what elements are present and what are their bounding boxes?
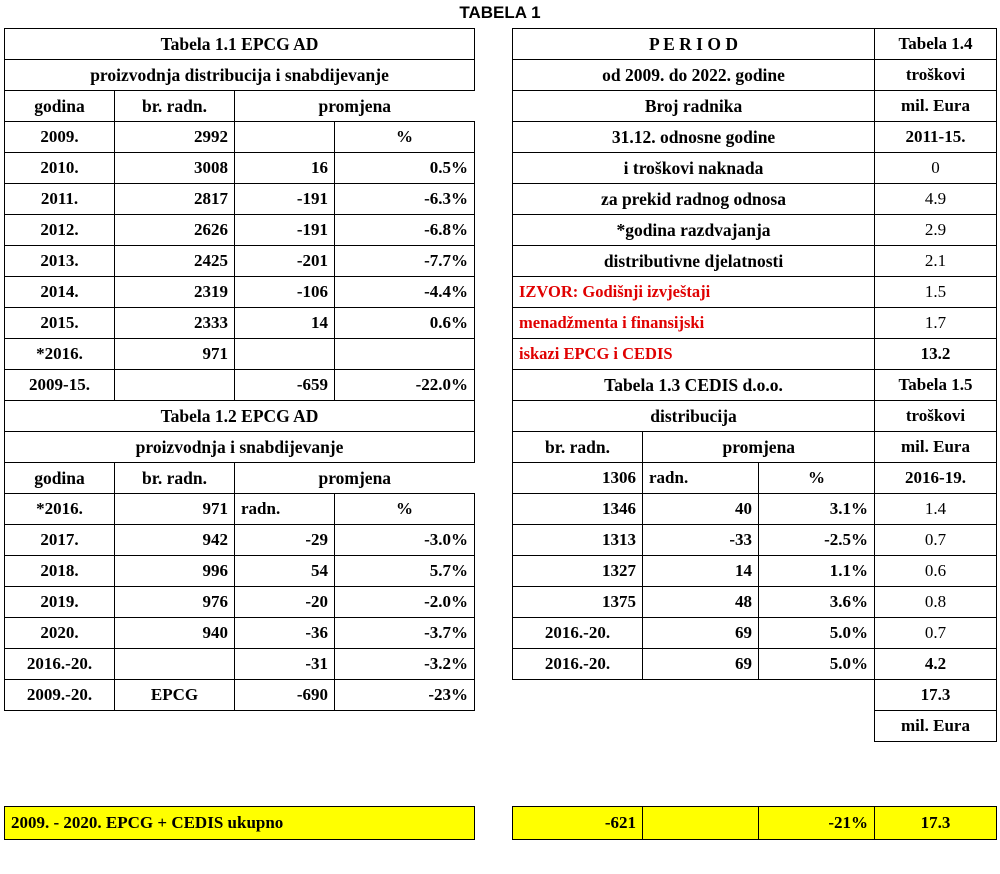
table-row xyxy=(513,277,875,308)
table-1-5-unit-line2: mil. Eura xyxy=(875,432,997,463)
table-row xyxy=(513,215,875,246)
table-row xyxy=(875,308,997,339)
table-1-2-grand-label: 2009.-20. xyxy=(5,680,115,711)
tables-grid xyxy=(4,28,996,742)
table-row xyxy=(5,401,475,432)
table-row xyxy=(875,153,997,184)
table-1-4-title: Tabela 1.4 xyxy=(875,29,997,60)
table-1-2-cell-count: 971 xyxy=(115,494,235,525)
table-row xyxy=(513,184,875,215)
period-line7: *godina razdvajanja xyxy=(513,215,875,246)
table-1-2-cell-count: 940 xyxy=(115,618,235,649)
table-1-2-header-brradn: br. radn. xyxy=(115,463,235,494)
table-1-1-cell-count: 2425 xyxy=(115,246,235,277)
table-row xyxy=(513,246,875,277)
table-row xyxy=(5,122,475,153)
table-1-3-title-line1: Tabela 1.3 CEDIS d.o.o. xyxy=(513,370,875,401)
footer-right xyxy=(874,806,996,840)
table-1-2-cell-year: 2018. xyxy=(5,556,115,587)
table-1-2-cell-year: 2020. xyxy=(5,618,115,649)
table-row xyxy=(5,525,475,556)
table-row xyxy=(875,618,997,649)
table-row xyxy=(513,153,875,184)
table-1-3-header-brradn: br. radn. xyxy=(513,432,643,463)
middle-column xyxy=(512,28,874,680)
footer-middle xyxy=(512,806,874,840)
table-1-1-cell-count: 2817 xyxy=(115,184,235,215)
table-1-5-total1: 4.2 xyxy=(875,649,997,680)
table-row xyxy=(875,91,997,122)
table-row xyxy=(875,184,997,215)
table-row xyxy=(875,29,997,60)
table-1-2-cell-percent: 5.7% xyxy=(335,556,475,587)
table-row xyxy=(875,370,997,401)
table-1-2-cell-count: 996 xyxy=(115,556,235,587)
table-row xyxy=(875,494,997,525)
table-row xyxy=(875,215,997,246)
table-1-1-cell-count: 2333 xyxy=(115,308,235,339)
table-1-2-grand-change: -690 xyxy=(235,680,335,711)
table-1-1-cell-change: -201 xyxy=(235,246,335,277)
table-1-3-cell-percent: 1.1% xyxy=(759,556,875,587)
table-1-1-cell-count: 2319 xyxy=(115,277,235,308)
table-1-2-cell-year: 2019. xyxy=(5,587,115,618)
table-row xyxy=(513,807,875,840)
table-1-3-cell-count: 1313 xyxy=(513,525,643,556)
table-1-3-cell-count: 1327 xyxy=(513,556,643,587)
table-1-4-value: 0 xyxy=(875,153,997,184)
table-1-3-grand-percent: 5.0% xyxy=(759,649,875,680)
table-1-3-cell-change: 48 xyxy=(643,587,759,618)
table-1-1-cell-count: 2992 xyxy=(115,122,235,153)
table-row xyxy=(5,215,475,246)
table-1-1-cell-year: 2012. xyxy=(5,215,115,246)
table-1-2-cell-change: 54 xyxy=(235,556,335,587)
table-1-2-cell-count: 942 xyxy=(115,525,235,556)
table-1-2-cell-change: -29 xyxy=(235,525,335,556)
table-1-1-cell-year: *2016. xyxy=(5,339,115,370)
table-row xyxy=(5,618,475,649)
table-row xyxy=(5,153,475,184)
table-1-3-cell-count: 1346 xyxy=(513,494,643,525)
table-row xyxy=(875,807,997,840)
table-1-1-cell-percent: -4.4% xyxy=(335,277,475,308)
table-row xyxy=(5,91,475,122)
table-row xyxy=(875,246,997,277)
table-1-5-range: 2016-19. xyxy=(875,463,997,494)
document-title: TABELA 1 xyxy=(459,3,541,22)
table-1-1-cell-count: 3008 xyxy=(115,153,235,184)
source-line3: iskazi EPCG i CEDIS xyxy=(513,339,875,370)
table-1-1 xyxy=(4,28,475,711)
table-1-1-cell-change xyxy=(235,339,335,370)
table-1-1-header-godina: godina xyxy=(5,91,115,122)
table-1-1-total-label: 2009-15. xyxy=(5,370,115,401)
table-1-5-value: 0.6 xyxy=(875,556,997,587)
table-1-3-cell-change: 40 xyxy=(643,494,759,525)
table-row-total xyxy=(513,649,875,680)
table-1-4-total: 13.2 xyxy=(875,339,997,370)
table-1-2-total-change: -31 xyxy=(235,649,335,680)
period-line6: za prekid radnog odnosa xyxy=(513,184,875,215)
table-1-1-cell-year: 2010. xyxy=(5,153,115,184)
table-1-2-cell-count: 976 xyxy=(115,587,235,618)
table-row xyxy=(513,401,875,432)
table-row xyxy=(5,60,475,91)
table-row xyxy=(5,587,475,618)
table-row-total xyxy=(875,680,997,711)
footer-cost: 17.3 xyxy=(875,807,997,840)
table-row xyxy=(5,432,475,463)
table-row xyxy=(513,91,875,122)
table-1-3-total-change: 69 xyxy=(643,618,759,649)
period-line5: i troškovi naknada xyxy=(513,153,875,184)
table-1-1-header-brradn: br. radn. xyxy=(115,91,235,122)
table-row-total xyxy=(5,649,475,680)
table-1-1-cell-change: -191 xyxy=(235,215,335,246)
table-1-2-grand-company: EPCG xyxy=(115,680,235,711)
table-1-1-cell-percent xyxy=(335,339,475,370)
table-row xyxy=(513,122,875,153)
table-1-3-header-promjena: promjena xyxy=(643,432,875,463)
table-1-3-cell-count: 1306 xyxy=(513,463,643,494)
period-line8: distributivne djelatnosti xyxy=(513,246,875,277)
table-1-1-cell-year: 2015. xyxy=(5,308,115,339)
table-1-5-total2: 17.3 xyxy=(875,680,997,711)
footer-blank xyxy=(643,807,759,840)
table-1-1-cell-change xyxy=(235,122,335,153)
table-1-1-cell-percent: -6.3% xyxy=(335,184,475,215)
table-1-4-value: 1.5 xyxy=(875,277,997,308)
table-1-4-unit-line2: mil. Eura xyxy=(875,91,997,122)
table-1-1-header-promjena: promjena xyxy=(235,91,475,122)
table-1-1-cell-change: 14 xyxy=(235,308,335,339)
table-row-total xyxy=(513,618,875,649)
table-row xyxy=(875,463,997,494)
table-1-2-total-label: 2016.-20. xyxy=(5,649,115,680)
table-row xyxy=(513,432,875,463)
table-1-2-cell-percent: -2.0% xyxy=(335,587,475,618)
footer-label-table xyxy=(4,806,475,840)
table-1-1-cell-percent: 0.6% xyxy=(335,308,475,339)
table-1-3-grand-change: 69 xyxy=(643,649,759,680)
table-row xyxy=(5,463,475,494)
source-line1: IZVOR: Godišnji izvještaji xyxy=(513,277,875,308)
table-1-1-cell-count: 2626 xyxy=(115,215,235,246)
table-1-3-cell-change: 14 xyxy=(643,556,759,587)
table-1-2-cell-percent: -3.0% xyxy=(335,525,475,556)
table-1-2-total-percent: -3.2% xyxy=(335,649,475,680)
table-1-5-value: 0.8 xyxy=(875,587,997,618)
table-1-5-unit-line1: troškovi xyxy=(875,401,997,432)
table-1-3-cell-change: -33 xyxy=(643,525,759,556)
table-row xyxy=(5,339,475,370)
table-1-1-cell-year: 2009. xyxy=(5,122,115,153)
table-1-2-title-line1: Tabela 1.2 EPCG AD xyxy=(5,401,475,432)
table-row xyxy=(5,494,475,525)
right-column xyxy=(874,28,996,742)
table-1-2-cell-change: -36 xyxy=(235,618,335,649)
table-1-1-cell-percent: -7.7% xyxy=(335,246,475,277)
table-1-5-title: Tabela 1.5 xyxy=(875,370,997,401)
table-1-2-grand-percent: -23% xyxy=(335,680,475,711)
table-1-3-cell-percent: 3.6% xyxy=(759,587,875,618)
table-1-4-unit-line1: troškovi xyxy=(875,60,997,91)
footer-cost-table xyxy=(874,806,997,840)
table-1-4-value: 4.9 xyxy=(875,184,997,215)
left-column xyxy=(4,28,474,711)
table-1-4-value: 2.1 xyxy=(875,246,997,277)
table-row xyxy=(5,807,475,840)
table-1-2-header-godina: godina xyxy=(5,463,115,494)
table-1-2-cell-year: 2017. xyxy=(5,525,115,556)
table-1-2-cell-percent: % xyxy=(335,494,475,525)
period-line1: P E R I O D xyxy=(513,29,875,60)
table-1-1-cell-percent: % xyxy=(335,122,475,153)
footer-label: 2009. - 2020. EPCG + CEDIS ukupno xyxy=(5,807,475,840)
table-row xyxy=(875,587,997,618)
table-1-1-title-line2: proizvodnja distribucija i snabdijevanje xyxy=(5,60,475,91)
table-row xyxy=(513,587,875,618)
table-1-5-unit-footer: mil. Eura xyxy=(875,711,997,742)
table-1-1-total-percent: -22.0% xyxy=(335,370,475,401)
table-row xyxy=(875,277,997,308)
table-1-3-cell-count: 1375 xyxy=(513,587,643,618)
table-1-1-cell-change: -191 xyxy=(235,184,335,215)
table-1-5-value: 0.7 xyxy=(875,618,997,649)
table-1-5-value: 0.7 xyxy=(875,525,997,556)
table-row xyxy=(513,370,875,401)
table-row xyxy=(5,277,475,308)
source-line2: menadžmenta i finansijski xyxy=(513,308,875,339)
footer-change: -621 xyxy=(513,807,643,840)
footer-summary xyxy=(4,806,996,840)
table-1-4-value: 1.7 xyxy=(875,308,997,339)
table-row xyxy=(5,308,475,339)
table-1-3-title-line2: distribucija xyxy=(513,401,875,432)
table-1-3-cell-percent: -2.5% xyxy=(759,525,875,556)
table-1-4-and-1-5 xyxy=(874,28,997,742)
table-1-1-title-line1: Tabela 1.1 EPCG AD xyxy=(5,29,475,60)
table-1-2-cell-change-unit: radn. xyxy=(235,494,335,525)
table-1-1-cell-change: -106 xyxy=(235,277,335,308)
table-1-3-cell-change-unit: radn. xyxy=(643,463,759,494)
table-row xyxy=(513,308,875,339)
table-1-3-cell-percent: % xyxy=(759,463,875,494)
table-1-2-title-line2: proizvodnja i snabdijevanje xyxy=(5,432,475,463)
table-1-3-cell-percent: 3.1% xyxy=(759,494,875,525)
table-1-3-grand-label: 2016.-20. xyxy=(513,649,643,680)
table-row xyxy=(875,401,997,432)
table-row xyxy=(513,60,875,91)
period-line2: od 2009. do 2022. godine xyxy=(513,60,875,91)
table-row xyxy=(513,525,875,556)
table-1-1-cell-count: 971 xyxy=(115,339,235,370)
table-1-3-total-label: 2016.-20. xyxy=(513,618,643,649)
footer-percent: -21% xyxy=(759,807,875,840)
table-row xyxy=(513,29,875,60)
table-row xyxy=(875,525,997,556)
table-row xyxy=(513,494,875,525)
table-period-and-1-3 xyxy=(512,28,875,680)
table-row xyxy=(875,60,997,91)
table-1-2-cell-percent: -3.7% xyxy=(335,618,475,649)
table-row xyxy=(513,463,875,494)
table-1-1-total-count xyxy=(115,370,235,401)
table-1-2-total-count xyxy=(115,649,235,680)
footer-values-table xyxy=(512,806,875,840)
period-line3: Broj radnika xyxy=(513,91,875,122)
table-1-1-cell-percent: 0.5% xyxy=(335,153,475,184)
table-row xyxy=(513,556,875,587)
footer-left xyxy=(4,806,474,840)
table-1-1-cell-year: 2013. xyxy=(5,246,115,277)
table-row xyxy=(513,339,875,370)
table-1-1-cell-year: 2014. xyxy=(5,277,115,308)
table-row-total xyxy=(875,649,997,680)
table-row xyxy=(875,556,997,587)
table-row xyxy=(5,184,475,215)
table-1-1-cell-year: 2011. xyxy=(5,184,115,215)
table-1-5-value: 1.4 xyxy=(875,494,997,525)
table-row-total xyxy=(875,339,997,370)
table-1-4-range: 2011-15. xyxy=(875,122,997,153)
table-row xyxy=(875,122,997,153)
table-1-1-cell-change: 16 xyxy=(235,153,335,184)
table-1-3-total-percent: 5.0% xyxy=(759,618,875,649)
table-1-2-header-promjena: promjena xyxy=(235,463,475,494)
table-1-2-cell-year: *2016. xyxy=(5,494,115,525)
table-row xyxy=(5,556,475,587)
table-row-total xyxy=(5,680,475,711)
table-row xyxy=(875,711,997,742)
table-1-2-cell-change: -20 xyxy=(235,587,335,618)
table-row xyxy=(5,246,475,277)
table-row xyxy=(875,432,997,463)
table-1-4-value: 2.9 xyxy=(875,215,997,246)
period-line4: 31.12. odnosne godine xyxy=(513,122,875,153)
table-row xyxy=(5,29,475,60)
table-1-1-total-change: -659 xyxy=(235,370,335,401)
table-row-total xyxy=(5,370,475,401)
table-1-1-cell-percent: -6.8% xyxy=(335,215,475,246)
